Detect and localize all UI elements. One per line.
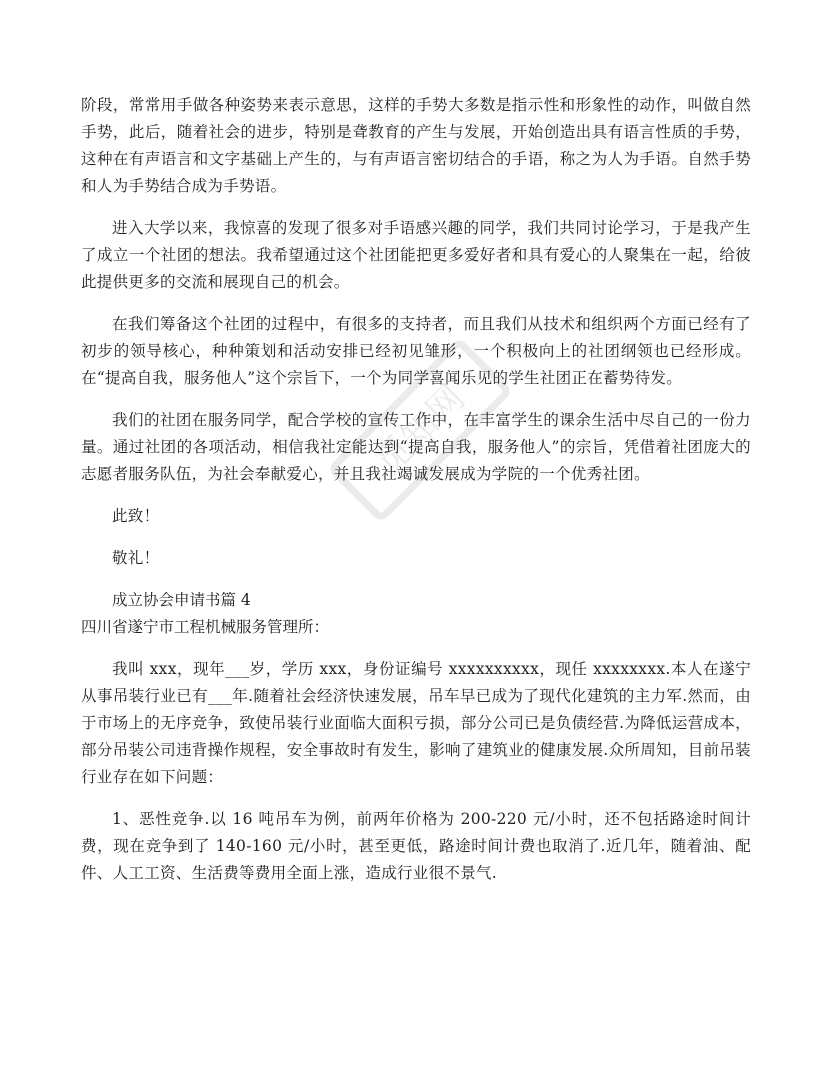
paragraph-preparation: 在我们筹备这个社团的过程中，有很多的支持者，而且我们从技术和组织两个方面已经有了初步的领导核心，种种策划和活动安排已经初见雏形，一个积极向上的社团纲领也已经形成。在“提高自我，服务他人”这个宗旨下，一个为同学喜闻乐见的学生社团正在蓄势待发。 — [81, 315, 751, 387]
paragraph-hand-signs: 阶段，常常用手做各种姿势来表示意思，这样的手势大多数是指示性和形象性的动作，叫做自然手势，此后，随着社会的进步，特别是聋教育的产生与发展，开始创造出具有语言性质的手势，这种在有声语言和文字基础上产生的，与有声语言密切结合的手语，称之为人为手语。自然手势和人为手势结合成为手势语。 — [81, 96, 751, 195]
paragraph-vicious-competition: 1、恶性竞争.以 16 吨吊车为例，前两年价格为 200-220 元/小时，还不包括路途时间计费，现在竞争到了 140-160 元/小时，甚至更低，路途时间计费也取消了.近几年，随着油、配件、人工工资、生活费等费用全面上涨，造成行业很不景气. — [81, 810, 751, 882]
paragraph-club-idea: 进入大学以来，我惊喜的发现了很多对手语感兴趣的同学，我们共同讨论学习，于是我产生了成立一个社团的想法。我希望通过这个社团能把更多爱好者和具有爱心的人聚集在一起，给彼此提供更多的交流和展现自己的机会。 — [81, 219, 751, 291]
paragraph-introduction: 我叫 xxx，现年___岁，学历 xxx，身份证编号 xxxxxxxxxx，现任 xxxxxxxx.本人在遂宁从事吊装行业已有___年.随着社会经济快速发展，吊车早已成为了现代化建筑的主力军.然而，由于市场上的无序竞争，致使吊装行业面临大面积亏损，部分公司已是负债经营.为降低运营成本，部分吊装公司违背操作规程，安全事故时有发生，影响了建筑业的健康发展.众所周知，目前吊装行业存在如下问题： — [81, 660, 751, 786]
document-body — [81, 92, 751, 902]
paragraph-service: 我们的社团在服务同学，配合学校的宣传工作中，在丰富学生的课余生活中尽自己的一份力量。通过社团的各项活动，相信我社定能达到“提高自我，服务他人”的宗旨，凭借着社团庞大的志愿者服务队伍，为社会奉献爱心，并且我社竭诚发展成为学院的一个优秀社团。 — [81, 411, 751, 483]
addressee: 四川省遂宁市工程机械服务管理所： — [81, 618, 330, 636]
closing-salutation: 此致！ — [112, 507, 160, 525]
closing-regards: 敬礼！ — [112, 549, 160, 567]
section-title: 成立协会申请书篇 4 — [112, 591, 251, 609]
watermark-text: 觅知网 — [367, 377, 474, 484]
